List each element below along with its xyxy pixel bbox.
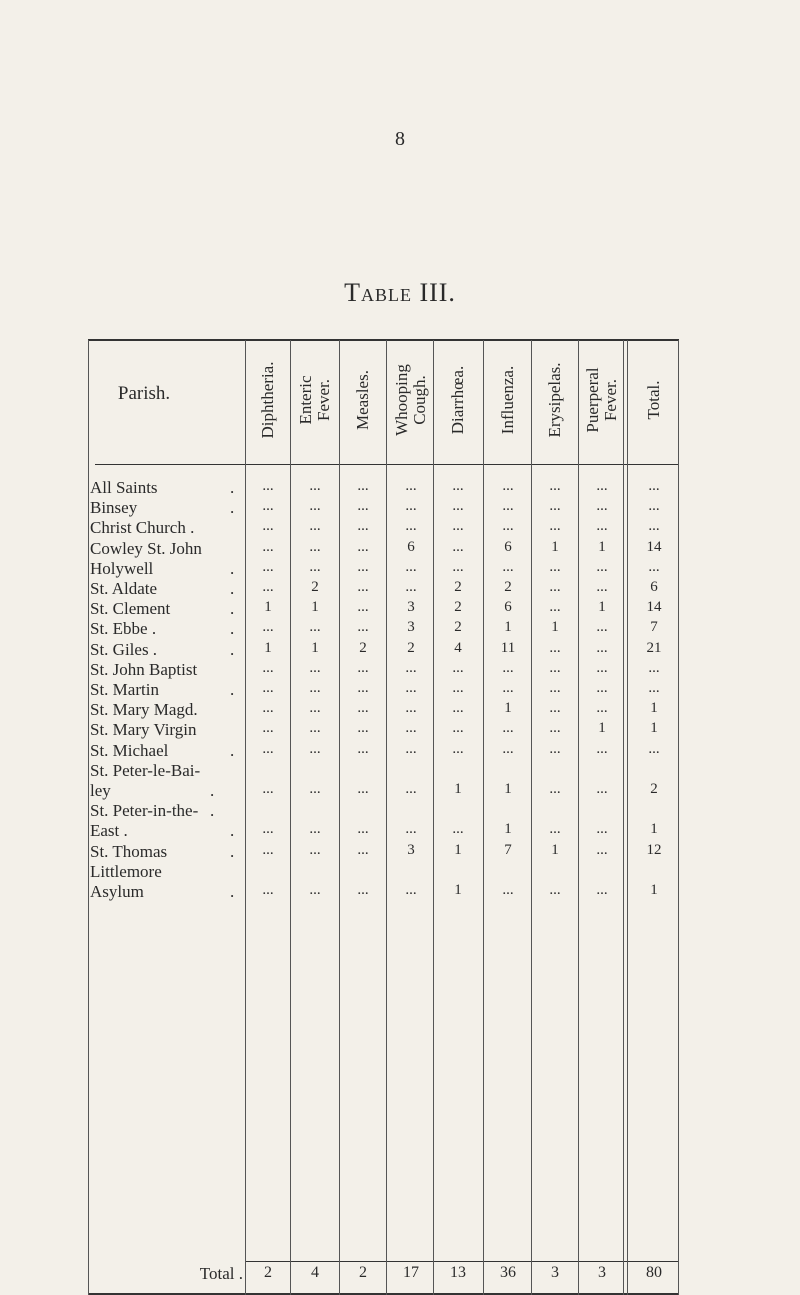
table-cell: 2 (407, 639, 415, 656)
parish-name: St. Mary Virgin (90, 720, 197, 740)
table-cell: ... (502, 558, 514, 575)
table-cell: ... (648, 478, 660, 494)
table-cell: ... (452, 720, 464, 737)
table-cell: ... (452, 740, 464, 757)
table-cell: ... (309, 740, 321, 757)
table-cell: 6 (504, 599, 512, 616)
parish-name: St. Ebbe . (90, 619, 157, 639)
table-cell: 1 (598, 720, 606, 737)
table-cell: ... (309, 478, 321, 494)
parish-name: St. Mary Magd. (90, 700, 198, 720)
table-title: Table III. (344, 278, 456, 307)
table-cell: 2 (311, 579, 319, 595)
total-cell: 13 (450, 1264, 466, 1281)
table-cell: ... (549, 700, 561, 717)
table-cell: ... (357, 659, 369, 676)
table-cell: ... (405, 720, 417, 737)
table-cell: ... (405, 882, 417, 898)
table-cell: ... (357, 579, 369, 595)
table-cell: 1 (551, 538, 559, 555)
table-cell: ... (262, 720, 274, 737)
table-cell: ... (405, 558, 417, 575)
table-cell: ... (452, 700, 464, 717)
table-cell: ... (648, 740, 660, 757)
table-cell: ... (452, 821, 464, 838)
table-cell: ... (309, 659, 321, 676)
col-sep (88, 340, 89, 1295)
table-cell: 11 (500, 639, 516, 656)
table-cell: 12 (646, 841, 662, 858)
table-cell: ... (309, 558, 321, 575)
table-cell: ... (549, 579, 561, 595)
parish-name: East . (90, 821, 128, 841)
table-cell: ... (357, 498, 369, 515)
table-cell: ... (309, 700, 321, 717)
table-cell: ... (357, 781, 369, 797)
table-cell: ... (357, 821, 369, 838)
table-cell: ... (452, 498, 464, 515)
table-cell: ... (309, 518, 321, 535)
table-cell: ... (596, 821, 608, 838)
col-sep (678, 340, 679, 1295)
table-cell: ... (262, 700, 274, 717)
table-cell: 1 (504, 821, 512, 838)
header-whooping-cough: Whooping Cough. (392, 364, 429, 436)
table-cell: ... (596, 700, 608, 717)
leader-dot: . (230, 882, 235, 901)
header-puerperal-fever: Puerperal Fever. (583, 367, 620, 433)
header-erysipelas: Erysipelas. (545, 362, 564, 438)
table-cell: ... (502, 659, 514, 676)
table-cell: 21 (646, 639, 662, 656)
table-cell: 2 (454, 579, 462, 595)
total-cell: 4 (311, 1264, 319, 1281)
parish-name: Christ Church . (90, 518, 195, 538)
table-cell: ... (549, 882, 561, 898)
table-cell: ... (262, 659, 274, 676)
table-cell: ... (596, 579, 608, 595)
table-cell: ... (405, 700, 417, 717)
table-cell: ... (262, 821, 274, 838)
table-cell: ... (549, 478, 561, 494)
leader-dot: . (230, 680, 235, 699)
table-cell: ... (357, 720, 369, 737)
table-cell: ... (549, 639, 561, 656)
table-cell: ... (357, 478, 369, 494)
total-rule (245, 1261, 679, 1262)
table-cell: 1 (551, 619, 559, 636)
table-cell: ... (357, 700, 369, 717)
leader-dot: . (230, 599, 235, 619)
table-cell: ... (357, 841, 369, 858)
parish-name: All Saints (90, 478, 158, 497)
table-cell: ... (502, 882, 514, 898)
table-cell: ... (596, 680, 608, 696)
leader-dot: . (230, 619, 235, 639)
table-cell: ... (452, 680, 464, 696)
header-rule (95, 464, 679, 465)
table-cell: ... (596, 841, 608, 858)
table-cell: ... (596, 882, 608, 898)
table-cell: 7 (504, 841, 512, 858)
table-cell: ... (596, 498, 608, 515)
table-cell: 1 (650, 720, 658, 737)
table-cell: ... (452, 538, 464, 555)
table-cell: ... (549, 720, 561, 737)
table-cell: ... (452, 659, 464, 676)
table-cell: ... (596, 518, 608, 535)
table-cell: ... (549, 659, 561, 676)
total-cell: 80 (646, 1264, 662, 1281)
parish-name: Cowley St. John (90, 538, 202, 558)
table-cell: ... (596, 639, 608, 656)
table-cell: ... (309, 821, 321, 838)
table-cell: 1 (264, 599, 272, 616)
leader-dot: . (230, 821, 235, 841)
table-cell: ... (405, 821, 417, 838)
table-cell: 1 (598, 538, 606, 555)
table-cell: ... (309, 841, 321, 858)
table-cell: ... (262, 781, 274, 797)
parish-name: St. Aldate (90, 579, 158, 598)
table-cell: ... (596, 558, 608, 575)
table-cell: ... (357, 619, 369, 636)
table-cell: ... (648, 558, 660, 575)
table-cell: ... (262, 518, 274, 535)
table-cell: ... (502, 740, 514, 757)
parish-name: St. Martin (90, 680, 159, 699)
table-cell: 14 (646, 599, 662, 616)
header-total: Total. (644, 380, 663, 420)
table-cell: 2 (359, 639, 367, 656)
parish-name: Asylum (90, 882, 144, 901)
table-cell: ... (357, 680, 369, 696)
table-cell: 1 (454, 882, 462, 898)
parish-name: St. Giles . (90, 639, 158, 659)
parish-name: ley (90, 781, 111, 800)
table-cell: ... (262, 619, 274, 636)
table-cell: ... (357, 538, 369, 555)
table-cell: ... (262, 841, 274, 858)
table-cell: 6 (407, 538, 415, 555)
table-cell: ... (549, 599, 561, 616)
table-cell: 2 (504, 579, 512, 595)
table-cell: 1 (650, 821, 658, 838)
table-cell: ... (405, 498, 417, 515)
parish-name: Littlemore (90, 861, 162, 881)
header-diphtheria: Diphtheria. (258, 361, 277, 439)
parish-name: St. Clement (90, 599, 171, 619)
parish-name: St. Thomas (90, 841, 168, 861)
table-cell: 2 (454, 599, 462, 616)
total-cell: 36 (500, 1264, 516, 1281)
table-cell: ... (648, 518, 660, 535)
parish-name: St. Peter-in-the- (90, 801, 199, 821)
table-cell: ... (309, 538, 321, 555)
table-top-rule (88, 339, 679, 341)
leader-dot: . (230, 558, 235, 578)
table-cell: 1 (504, 619, 512, 636)
table-cell: ... (596, 740, 608, 757)
table-cell: ... (648, 680, 660, 696)
table-cell: 7 (650, 619, 658, 636)
table-cell: ... (502, 478, 514, 494)
table-cell: ... (357, 518, 369, 535)
table-cell: ... (549, 781, 561, 797)
table-cell: ... (549, 740, 561, 757)
total-cell: 2 (264, 1264, 272, 1281)
table-cell: 1 (311, 639, 319, 656)
leader-dot: . (230, 478, 235, 497)
table-cell: 1 (650, 882, 658, 898)
parish-name: Holywell (90, 558, 154, 578)
table-cell: ... (502, 498, 514, 515)
table-cell: 1 (504, 700, 512, 717)
table-cell: ... (549, 498, 561, 515)
table-cell: ... (309, 498, 321, 515)
table-cell: ... (596, 781, 608, 797)
table-cell: ... (262, 478, 274, 494)
table-cell: 2 (650, 781, 658, 797)
table-cell: 1 (311, 599, 319, 616)
table-cell: ... (452, 478, 464, 494)
leader-dot: . (230, 579, 235, 598)
table-cell: 3 (407, 619, 415, 636)
table-cell: ... (309, 680, 321, 696)
total-label: Total . (199, 1264, 243, 1283)
table-cell: ... (405, 659, 417, 676)
table-cell: ... (262, 558, 274, 575)
leader-dot: . . (210, 781, 215, 820)
table-cell: ... (405, 518, 417, 535)
table-cell: 1 (551, 841, 559, 858)
table-cell: ... (262, 579, 274, 595)
table-cell: 1 (650, 700, 658, 717)
table-cell: 3 (407, 841, 415, 858)
table-cell: ... (405, 579, 417, 595)
table-cell: ... (357, 882, 369, 898)
header-parish: Parish. (117, 383, 171, 404)
table-cell: ... (357, 558, 369, 575)
col-sep (627, 340, 628, 1295)
table-cell: ... (549, 558, 561, 575)
leader-dot: . (230, 498, 235, 518)
table-cell: 1 (454, 841, 462, 858)
table-cell: ... (549, 821, 561, 838)
table-cell: 1 (504, 781, 512, 797)
table-cell: ... (262, 680, 274, 696)
table-cell: ... (309, 619, 321, 636)
table-cell: ... (309, 720, 321, 737)
header-diarrhoea: Diarrhœa. (448, 365, 467, 435)
parish-name: St. Peter-le-Bai- (90, 760, 201, 780)
table-cell: ... (405, 740, 417, 757)
table-cell: ... (648, 498, 660, 515)
page-number: 8 (395, 128, 405, 150)
table-cell: 1 (264, 639, 272, 656)
table-cell: ... (309, 781, 321, 797)
table-cell: ... (452, 518, 464, 535)
table-cell: ... (405, 781, 417, 797)
parish-name: St. Michael (90, 740, 169, 760)
table-cell: ... (502, 680, 514, 696)
table-cell: 14 (646, 538, 662, 555)
table-cell: 1 (454, 781, 462, 797)
table-cell: ... (262, 740, 274, 757)
table-cell: ... (452, 558, 464, 575)
total-cell: 2 (359, 1264, 367, 1281)
total-cell: 17 (403, 1264, 419, 1281)
table-cell: 3 (407, 599, 415, 616)
table-cell: ... (502, 720, 514, 737)
header-influenza: Influenza. (498, 365, 517, 435)
table-cell: ... (357, 740, 369, 757)
table-cell: ... (357, 599, 369, 616)
table-cell: ... (262, 882, 274, 898)
header-measles: Measles. (353, 370, 372, 430)
table-cell: 4 (454, 639, 462, 656)
leader-dot: . (230, 740, 235, 760)
parish-name: St. John Baptist (90, 659, 198, 679)
header-enteric-fever: Enteric Fever. (296, 375, 333, 425)
table-cell: ... (596, 659, 608, 676)
table-cell: ... (596, 619, 608, 636)
table-cell: 6 (504, 538, 512, 555)
table-cell: ... (405, 680, 417, 696)
leader-dot: . (230, 639, 235, 659)
table-cell: 1 (598, 599, 606, 616)
table-cell: 2 (454, 619, 462, 636)
table-cell: ... (405, 478, 417, 494)
leader-dot: . (230, 841, 235, 861)
table-cell: ... (648, 659, 660, 676)
table-cell: 6 (650, 579, 658, 595)
table-cell: ... (309, 882, 321, 898)
total-cell: 3 (598, 1264, 606, 1281)
total-cell: 3 (551, 1264, 559, 1281)
table-cell: ... (502, 518, 514, 535)
table-cell: ... (549, 518, 561, 535)
table-cell: ... (262, 538, 274, 555)
table-cell: ... (596, 478, 608, 494)
table-cell: ... (549, 680, 561, 696)
table-cell: ... (262, 498, 274, 515)
parish-name: Binsey (90, 498, 138, 518)
